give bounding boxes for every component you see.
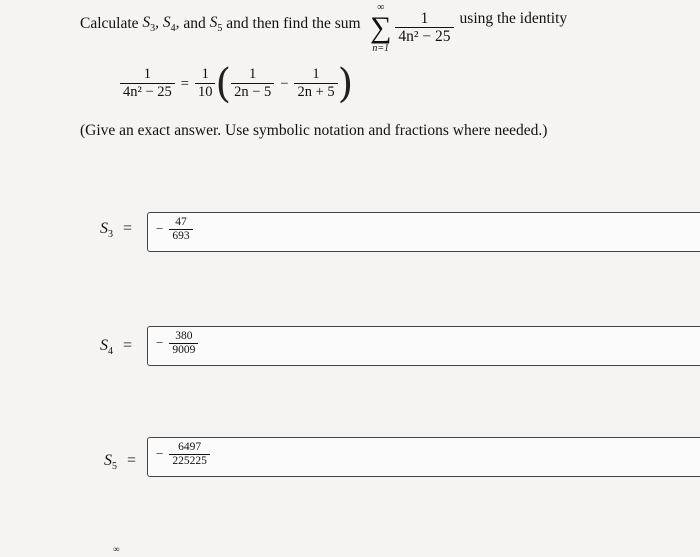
answer-field-s4[interactable] <box>147 326 700 366</box>
instructions: (Give an exact answer. Use symbolic notation and fractions where needed.) <box>80 122 548 139</box>
answer-value-s3: − $\frac{47}{693}$ <box>156 216 193 243</box>
answer-label-s3: $S_3$ = <box>100 220 133 241</box>
question-then: and then find the sum <box>226 15 361 33</box>
identity-lhs: $\frac{1}{\text{4n² − 25}}$ <box>120 67 175 101</box>
answer-label-s5: $S_5$ = <box>104 452 137 473</box>
sum-lower: n=1 <box>372 43 390 54</box>
answer-value-s4: − $\frac{380}{9009}$ <box>156 330 198 357</box>
answer-field-s3[interactable] <box>147 212 700 252</box>
and-word: and <box>183 15 206 33</box>
sigma-icon: ∑ <box>370 11 392 44</box>
term-s3: $S_3$, <box>142 14 163 35</box>
question-intro: Calculate <box>80 15 139 33</box>
identity-minus: − <box>280 75 289 92</box>
answer-field-s5[interactable] <box>147 437 700 477</box>
summation <box>370 2 567 54</box>
term-s5: $S_5$ <box>209 14 223 35</box>
using-text: using the identity <box>459 10 568 27</box>
identity-term-b: $\frac{1}{2n + 5}$ <box>294 67 337 101</box>
term-s4: $S_4$, <box>162 14 184 35</box>
left-paren-icon: ( <box>215 61 232 107</box>
sum-fraction <box>395 10 453 46</box>
cutoff-infinity-icon: ∞ <box>113 544 120 554</box>
sum-numerator: 1 <box>420 10 429 28</box>
right-paren-icon: ) <box>337 61 354 107</box>
sum-upper: ∞ <box>377 2 385 13</box>
answer-label-s4: $S_4$ = <box>100 337 133 358</box>
answer-value-s5: − $\frac{6497}{225225}$ <box>156 441 210 468</box>
identity-coefficient: $\frac{1}{10}$ <box>195 67 216 101</box>
sum-denominator: 4n² − 25 <box>395 27 453 46</box>
identity-term-a: $\frac{1}{2n - 5}$ <box>231 67 274 101</box>
question-line <box>80 14 361 34</box>
identity-equation <box>120 61 354 107</box>
identity-equals: = <box>180 75 189 92</box>
